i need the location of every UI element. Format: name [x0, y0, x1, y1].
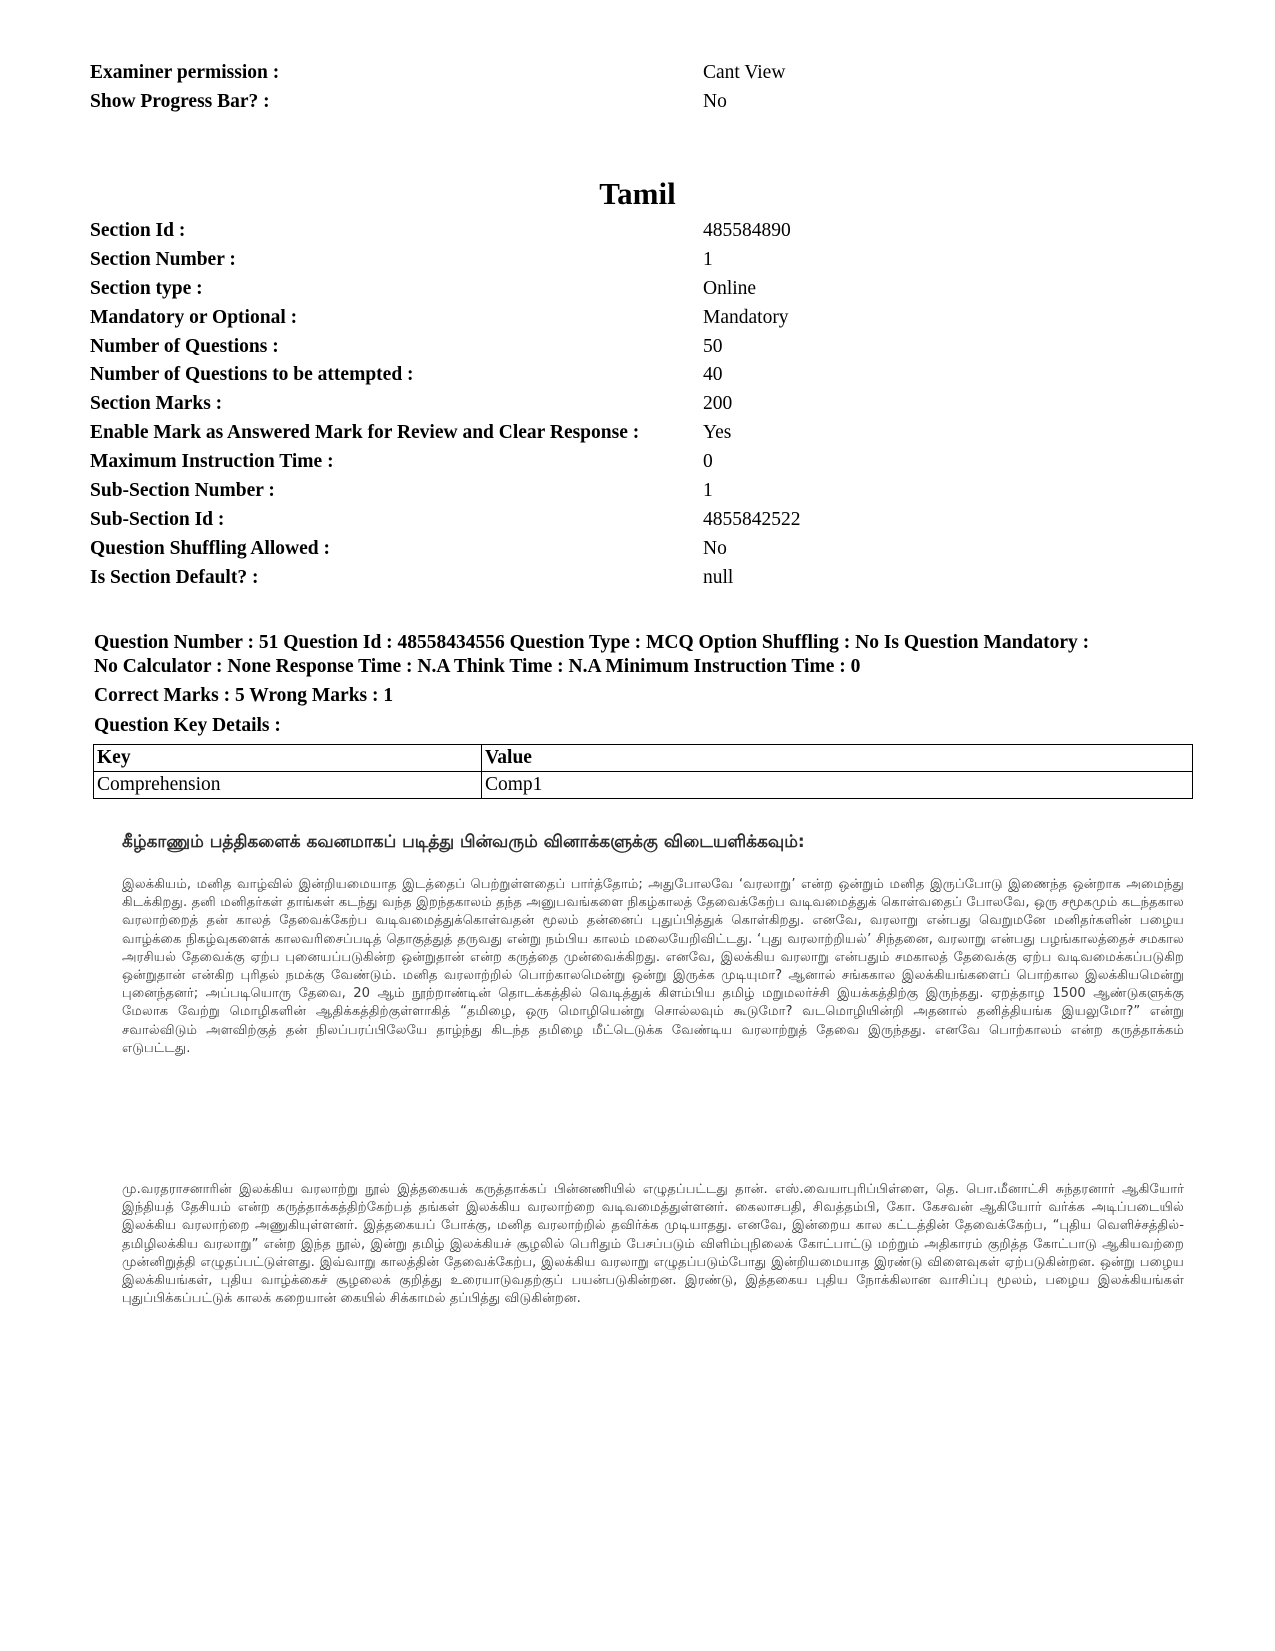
question-meta-line: Question Number : 51 Question Id : 48558434556 Question Type : MCQ Option Shuffling : No Is Question Mandatory :: [94, 632, 1090, 653]
field-key: Enable Mark as Answered Mark for Review and Clear Response :: [90, 422, 640, 444]
field-value: No: [703, 537, 727, 559]
field-value: Online: [703, 277, 757, 299]
field-row: [0, 360, 1275, 389]
field-key: Number of Questions to be attempted :: [90, 364, 414, 386]
table-row: [94, 772, 1193, 799]
question-meta-line: No Calculator : None Response Time : N.A Think Time : N.A Minimum Instruction Time : 0: [94, 656, 861, 677]
key-details-label: Question Key Details :: [94, 715, 281, 736]
field-row: [0, 389, 1275, 418]
field-row: [0, 303, 1275, 332]
field-row: [0, 447, 1275, 476]
field-key: Maximum Instruction Time :: [90, 451, 334, 473]
field-key: Section Number :: [90, 248, 236, 270]
field-key: Section Marks :: [90, 393, 223, 415]
field-row: [0, 87, 1275, 116]
question-marks: Correct Marks : 5 Wrong Marks : 1: [94, 685, 394, 706]
field-key: Section Id :: [90, 220, 186, 241]
field-key: Is Section Default? :: [90, 566, 259, 588]
field-row: [0, 245, 1275, 274]
field-row: [0, 534, 1275, 563]
field-value: null: [703, 566, 734, 588]
field-row: [0, 216, 1275, 245]
field-value: No: [703, 91, 727, 112]
section-title: Tamil: [599, 176, 676, 211]
table-cell: Comprehension: [94, 772, 482, 799]
field-row: [0, 418, 1275, 447]
field-key: Mandatory or Optional :: [90, 306, 298, 328]
field-row: [0, 274, 1275, 303]
field-key: Sub-Section Id :: [90, 508, 225, 530]
field-row: [0, 476, 1275, 505]
field-key: Show Progress Bar? :: [90, 91, 270, 112]
field-value: 0: [703, 451, 713, 473]
field-row: [0, 58, 1275, 87]
field-value: 50: [703, 335, 723, 357]
passage-paragraph: இலக்கியம், மனித வாழ்வில் இன்றியமையாத இடத்தைப் பெற்றுள்ளதைப் பார்த்தோம்; அதுபோலவே ‘வரலாறு’ என்ற ஒன்றும் மனித இருப்போடு இணைந்த ஒன்றாக அமைந்து கிடக்கிறது. தனி மனிதர்கள் தாங்கள் கடந்து வந்த இறந்தகாலம் தந்த அனுபவங்களை நிகழ்காலத் தேவைக்கேற்ப வடிவமைத்துக் கொள்வதைப் போலவே, ஒரு சமூகமும் கடந்தகால வரலாற்றைத் தன் காலத் தேவைக்கேற்ப வடிவமைத்துக்கொள்வதன் மூலம் தன்னைப் புதுப்பித்துக் கொள்கிறது. எனவே, வரலாறு என்பது வெறுமனே மனிதர்களின் பழைய வாழ்க்கை நிகழ்வுகளைக் காலவரிசைப்படித் தொகுத்துத் தருவது என்று நம்பிய காலம் மலையேறிவிட்டது. ‘புது வரலாற்றியல்’ சிந்தனை, வரலாறு என்பது பழங்காலத்தைச் சமகால அரசியல் தேவைக்கு ஏற்ப புனையப்படுகின்ற ஒன்றுதான் என்ற கருத்தை முன்வைக்கிறது. எனவே, இலக்கிய வரலாறு என்பதும் சமகாலத் தேவைக்கு ஏற்ப வடிவமைக்கப்படுகிற ஒன்றுதான் என்கிற புரிதல் நமக்கு வேண்டும். மனித வரலாற்றில் பொற்காலமென்று ஒன்று இருக்க முடியுமா? ஆனால் சங்ககால இலக்கியங்களைப் பொற்கால இலக்கியமென்று புனைந்தனர்; அப்படியொரு தேவை, 20 ஆம் நூற்றாண்டின் தொடக்கத்தில் வெடித்துக் கிளம்பிய தமிழ் மறுமலர்ச்சி இயக்கத்திற்கு இருந்தது. ஏறத்தாழ 1500 ஆண்டுகளுக்கு மேலாக வேற்று மொழிகளின் ஆதிக்கத்திற்குள்ளாகித் “தமிழை, ஒரு மொழியென்று சொல்லவும் கூடுமோ? வடமொழியின்றி அதனால் தனித்தியங்க இயலுமோ?” என்று சவால்விடும் அளவிற்குத் தன் நிலப்பரப்பிலேயே தாழ்ந்து கிடந்த தமிழை மீட்டெடுக்க வேண்டிய வரலாற்றுத் தேவை இருந்தது. எனவே பொற்காலம் என்ற கருத்தாக்கம் எடுபட்டது.: [122, 877, 1184, 1056]
field-value: 1: [703, 480, 713, 502]
field-key: Number of Questions :: [90, 335, 279, 357]
field-value: 200: [703, 393, 733, 415]
column-header: Key: [94, 745, 482, 772]
field-value: Yes: [703, 422, 732, 444]
field-row: [0, 332, 1275, 361]
table-header-row: [94, 745, 1193, 772]
field-row: [0, 505, 1275, 534]
field-value: 4855842522: [703, 508, 801, 530]
field-key: Sub-Section Number :: [90, 480, 275, 502]
table-cell: Comp1: [482, 772, 1193, 799]
key-details-table: [93, 744, 1193, 799]
field-key: Question Shuffling Allowed :: [90, 537, 331, 559]
field-value: 1: [703, 248, 713, 270]
field-key: Section type :: [90, 277, 203, 299]
field-value: 485584890: [703, 220, 791, 241]
field-value: Cant View: [703, 62, 786, 83]
column-header: Value: [482, 745, 1193, 772]
field-value: Mandatory: [703, 306, 789, 328]
field-value: 40: [703, 364, 723, 386]
examiner-settings: [0, 58, 1275, 116]
passage-heading: கீழ்காணும் பத்திகளைக் கவனமாகப் படித்து பின்வரும் வினாக்களுக்கு விடையளிக்கவும்:: [122, 832, 805, 852]
field-key: Examiner permission :: [90, 62, 280, 83]
field-row: [0, 563, 1275, 592]
section-details: [0, 216, 1275, 592]
passage-paragraph: மு.வரதராசனாரின் இலக்கிய வரலாற்று நூல் இத்தகையக் கருத்தாக்கப் பின்னணியில் எழுதப்பட்டது தான். எஸ்.வையாபுரிப்பிள்ளை, தெ. பொ.மீனாட்சி சுந்தரனார் ஆகியோர் இந்தியத் தேசியம் என்ற கருத்தாக்கத்திற்கேற்பத் தங்கள் இலக்கிய வரலாற்றை வடிவமைத்துள்ளனர். கைலாசபதி, சிவத்தம்பி, கோ. கேசவன் ஆகியோர் வர்க்க அடிப்படையில் இலக்கிய வரலாற்றை அணுகியுள்ளனர். இத்தகையப் போக்கு, மனித வரலாற்றில் தவிர்க்க முடியாதது. எனவே, இன்றைய கால கட்டத்தின் தேவைக்கேற்ப, “புதிய வெளிச்சத்தில்-தமிழிலக்கிய வரலாறு” என்ற இந்த நூல், இன்று தமிழ் இலக்கியச் சூழலில் பெரிதும் பேசப்படும் விளிம்புநிலைக் கோட்பாட்டு மற்றும் அதிகாரம் குறித்த கோட்பாடு ஆகியவற்றை முன்னிறுத்தி எழுதப்பட்டுள்ளது. இவ்வாறு காலத்தின் தேவைக்கேற்ப, இலக்கிய வரலாறு எழுதப்படும்போது இன்றியமையாத இரண்டு விளைவுகள் ஏற்படுகின்றன. ஒன்று பழைய இலக்கியங்கள், புதிய வாழ்க்கைச் சூழலைக் குறித்து உரையாடுவதற்குப் பயன்படுகின்றன. இரண்டு, இத்தகைய புதிய நோக்கிலான வாசிப்பு மூலம், பழைய இலக்கியங்கள் புதுப்பிக்கப்பட்டுக் காலக் கறையான் கையில் சிக்காமல் தப்பித்து விடுகின்றன.: [122, 1182, 1184, 1307]
